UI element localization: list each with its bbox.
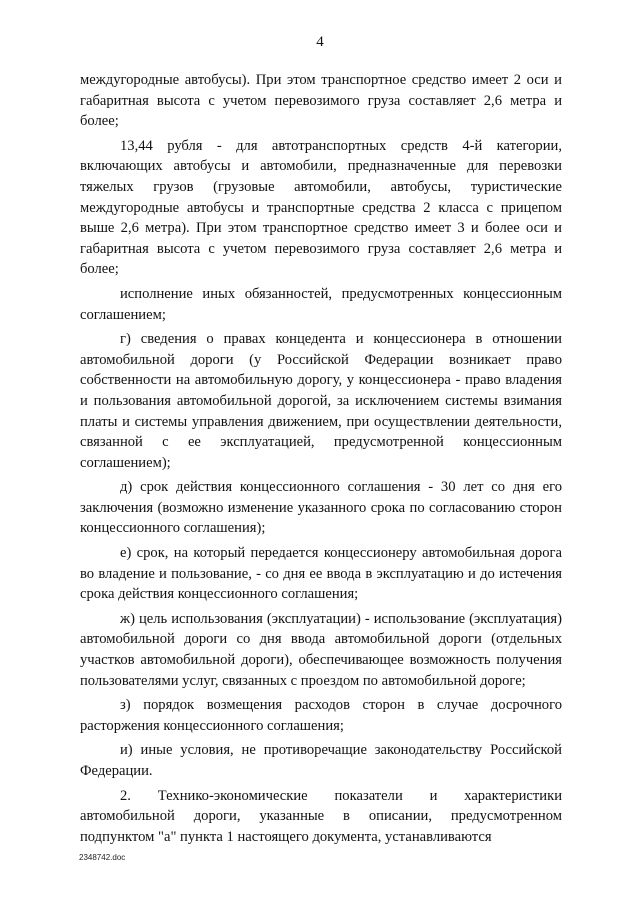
file-name-footer: 2348742.doc xyxy=(79,853,126,862)
paragraph-item-zh: ж) цель использования (эксплуатации) - использование (эксплуатация) автомобильной дороги со дня ввода автомобильной дороги (отдельных участков автомобильной дороги), обеспечивающее возможность получения пользователями услуг, связанных с проездом по автомобильной дороге; xyxy=(80,610,562,689)
paragraph-other-obligations: исполнение иных обязанностей, предусмотренных концессионным соглашением; xyxy=(80,285,562,323)
paragraph-category-4: 13,44 рубля - для автотранспортных средств 4-й категории, включающих автобусы и автомобили, предназначенные для перевозки тяжелых грузов (грузовые автомобили, автобусы, туристические междугородные автобусы и транспортные средства 2 класса с прицепом выше 2,6 метра). При этом транспортное средство имеет 3 и более оси и габаритная высота с учетом перевозимого груза составляет 2,6 метра и более; xyxy=(80,137,562,278)
paragraph-item-z: з) порядок возмещения расходов сторон в случае досрочного расторжения концессионного соглашения; xyxy=(80,697,562,734)
paragraph-section-2: 2. Технико-экономические показатели и характеристики автомобильной дороги, указанные в описании, предусмотренном подпунктом "а" пункта 1 настоящего документа, устанавливаются xyxy=(80,787,562,845)
paragraph-continuation: междугородные автобусы). При этом транспортное средство имеет 2 оси и габаритная высота с учетом перевозимого груза составляет 2,6 метра и более; xyxy=(80,72,562,130)
document-body xyxy=(80,70,562,851)
paragraph-item-e: е) срок, на который передается концессионеру автомобильная дорога во владение и пользование, - со дня ее ввода в эксплуатацию и до истечения срока действия концессионного соглашения; xyxy=(80,545,562,603)
page-number: 4 xyxy=(316,34,324,50)
paragraph-item-i: и) иные условия, не противоречащие законодательству Российской Федерации. xyxy=(80,742,562,779)
paragraph-item-g: г) сведения о правах концедента и концессионера в отношении автомобильной дороги (у Российской Федерации возникает право собственности на автомобильную дорогу, у концессионера - право владения и пользования автомобильной дорогой, за исключением системы взимания платы и системы управления движением, при осуществлении деятельности, связанной с ее эксплуатацией, предусмотренной концессионным соглашением); xyxy=(80,331,562,471)
paragraph-item-d: д) срок действия концессионного соглашения - 30 лет со дня его заключения (возможно изменение указанного срока по согласованию сторон концессионного соглашения); xyxy=(80,479,562,537)
